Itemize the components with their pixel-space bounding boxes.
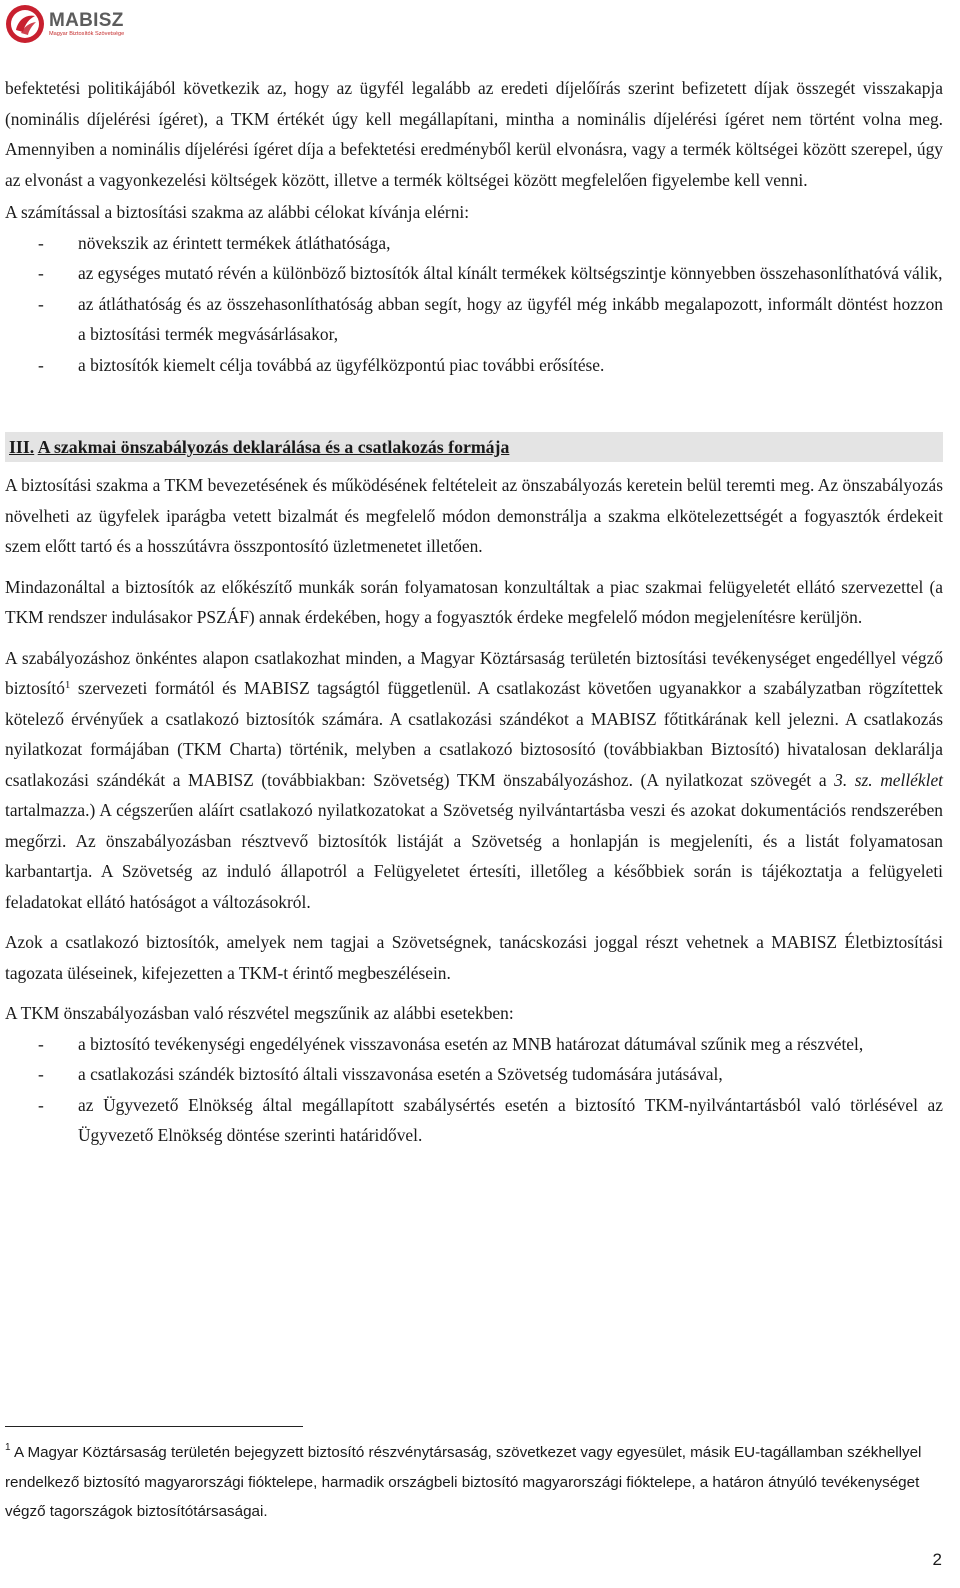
goals-intro: A számítással a biztosítási szakma az alábbi célokat kívánja elérni: xyxy=(5,202,470,222)
section-paragraph-2: Mindazonáltal a biztosítók az előkészítő munkák során folyamatosan konzultáltak a piac szakmai felügyeletét ellátó szervezettel (a TKM rendszer indulásakor PSZÁF) annak érdekében, hogy a fogyasztók érdeke megfelelő módon megjelenítésre kerüljön. xyxy=(5,576,943,627)
termination-text: a csatlakozási szándék biztosító általi visszavonása esetén a Szövetség tudomására jutásával, xyxy=(78,1064,723,1084)
footnote-marker: 1 xyxy=(5,1442,11,1453)
list-dash: - xyxy=(38,354,44,375)
footnote-text: A Magyar Köztársaság területén bejegyzett biztosító részvénytársaság, szövetkezet vagy egyesület, másik EU-tagállamban székhellyel rendelkező biztosító magyarországi fióktelepe, harmadik országbeli biztosító magyarországi fióktelepe, a határon átnyúló tevékenységet végző tagországok biztosítótársaságai. xyxy=(5,1444,922,1521)
mabisz-logo-icon xyxy=(4,3,46,45)
list-dash: - xyxy=(38,1064,44,1084)
termination-text: az Ügyvezető Elnökség által megállapított szabálysértés esetén a biztosító TKM-nyilvántartásból való törlésével az Ügyvezető Elnökség döntése szerinti határidővel. xyxy=(78,1094,943,1145)
section-paragraph-1: A biztosítási szakma a TKM bevezetésének és működésének feltételeit az önszabályozás keretein belül teremti meg. Az önszabályozás növelheti az ügyfelek iparágba vetett bizalmát és megfelelő módon demonstrálja a szakma elkötelezettségét a fogyasztók érdekeit szem előtt tartó és a hosszútávra összpontosító üzletmenetet illetően. xyxy=(5,475,943,556)
document-body xyxy=(5,73,943,1151)
list-item xyxy=(5,350,943,381)
logo-subtitle: Magyar Biztosítók Szövetsége xyxy=(49,30,125,37)
list-dash: - xyxy=(38,293,44,314)
list-dash: - xyxy=(38,263,44,283)
footnote xyxy=(5,1438,935,1527)
section-paragraph-4: Azok a csatlakozó biztosítók, amelyek nem tagjai a Szövetségnek, tanácskozási joggal részt vehetnek a MABISZ Életbiztosítási tagozata üléseinek, kifejezetten a TKM-t érintő megbeszélésein. xyxy=(5,932,943,983)
list-dash: - xyxy=(38,1094,44,1115)
list-item xyxy=(5,289,943,350)
list-item xyxy=(5,1029,943,1060)
termination-list xyxy=(5,1029,943,1151)
goal-text: növekszik az érintett termékek átláthatósága, xyxy=(78,232,391,253)
footnote-reference[interactable]: 1 xyxy=(64,679,71,691)
paragraph-text: A szabályozáshoz önkéntes alapon csatlakozhat minden, a Magyar Köztársaság területén biztosítási tevékenységet engedéllyel végző biztosító xyxy=(5,647,943,698)
paragraph-text: szervezeti formától és MABISZ tagságtól függetlenül. A csatlakozást követően ugyanakkor a szabályzatban rögzítettek kötelező érvényűek a csatlakozó biztosítók számára. A csatlakozási szándékot a MABISZ főtitkárának kell jelezni. A csatlakozás nyilatkozat formájában (TKM Charta) történik, melyben a csatlakozó biztososító (továbbiakban Biztosító) hivatalosan deklarálja csatlakozási szándékát a MABISZ (továbbiakban: Szövetség) TKM önszabályozáshoz. (A nyilatkozat szövegét a xyxy=(5,678,943,790)
intro-paragraph: befektetési politikájából következik az, hogy az ügyfél legalább az eredeti díjelőírás szerint befizetett díjak összegét visszakapja (nominális díjelérési ígéret), a TKM értékét úgy kell megállapítani, mintha a nominális díjelérési ígéret nem történt volna meg. Amennyiben a nominális díjelérési ígéret díja a befektetési eredményből kerül elvonásra, vagy a termék költségei között szerepel, úgy az elvonást a vagyonkezelési költségek között, illetve a termék költségei között megfelelően figyelembe kell venni. xyxy=(5,78,943,190)
list-dash: - xyxy=(38,1033,44,1054)
section-heading xyxy=(5,432,943,462)
goals-list xyxy=(5,228,943,381)
section-paragraph-3 xyxy=(5,643,943,918)
section-title: A szakmai önszabályozás deklarálása és a csatlakozás formája xyxy=(37,437,510,457)
footnote-divider xyxy=(5,1426,303,1427)
page-number: 2 xyxy=(932,1550,942,1569)
paragraph-text: tartalmazza.) A cégszerűen aláírt csatlakozó nyilatkozatokat a Szövetség nyilvántartásba veszi és azokat dokumentációs rendszerében megőrzi. Az önszabályozásban résztvevő biztosítók listáját a Szövetség a honlapján is megjeleníti, és a listát folyamatosan karbantartja. A Szövetség az induló állapotról a Felügyeletet értesíti, illetőleg a későbbiek során is tájékoztatja a felügyeleti feladatokat ellátó hatóságot a változásokról. xyxy=(5,800,943,912)
list-item xyxy=(5,1059,943,1090)
list-item xyxy=(5,1090,943,1151)
annex-reference: 3. sz. melléklet xyxy=(834,769,943,790)
termination-intro: A TKM önszabályozásban való részvétel megszűnik az alábbi esetekben: xyxy=(5,1003,514,1023)
section-number: III. xyxy=(9,437,35,457)
mabisz-logo xyxy=(4,2,124,46)
logo-name: MABISZ xyxy=(49,9,124,31)
list-dash: - xyxy=(38,232,44,253)
goal-text: az átláthatóság és az összehasonlíthatóság abban segít, hogy az ügyfél még inkább megalapozott, informált döntést hozzon a biztosítási termék megvásárlásakor, xyxy=(78,293,943,344)
list-item xyxy=(5,228,943,259)
list-item xyxy=(5,258,943,289)
termination-text: a biztosító tevékenységi engedélyének visszavonása esetén az MNB határozat dátumával szűnik meg a részvétel, xyxy=(78,1033,864,1054)
goal-text: a biztosítók kiemelt célja továbbá az ügyfélközpontú piac további erősítése. xyxy=(78,354,605,375)
goal-text: az egységes mutató révén a különböző biztosítók által kínált termékek költségszintje könnyebben összehasonlíthatóvá válik, xyxy=(78,263,943,283)
